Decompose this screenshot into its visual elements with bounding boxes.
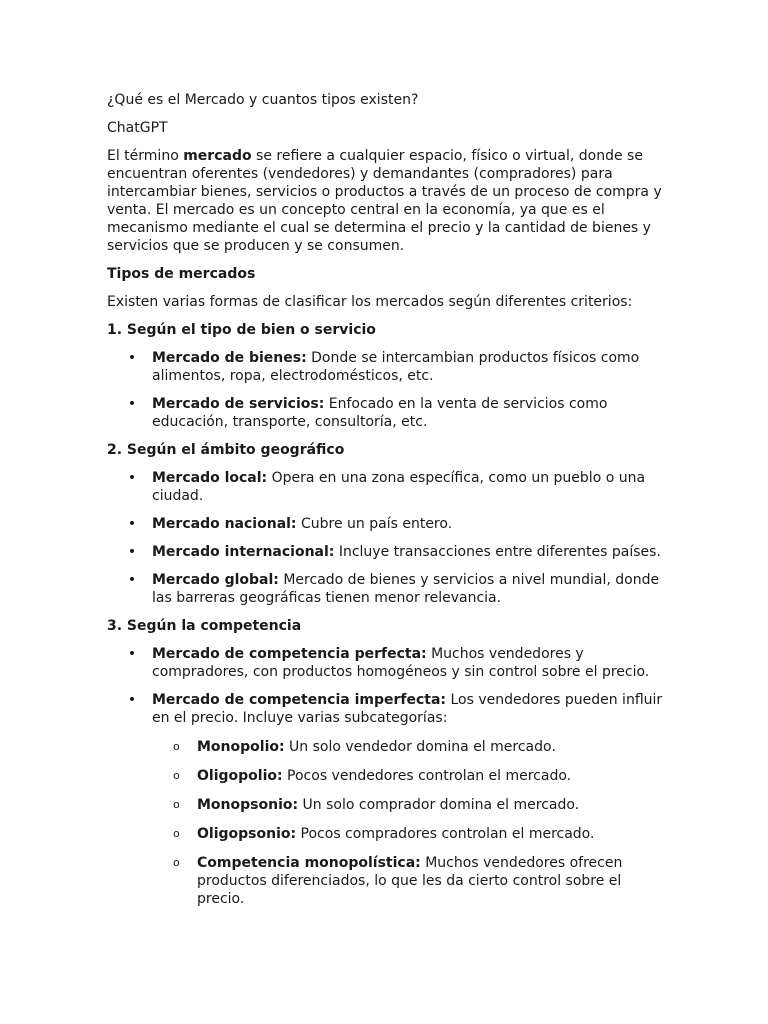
item-term: Mercado internacional: bbox=[152, 544, 335, 560]
intro-pre: El término bbox=[107, 148, 184, 164]
sublist-item bbox=[152, 767, 667, 785]
list-item bbox=[107, 543, 667, 561]
sublist-item bbox=[152, 738, 667, 756]
section-list bbox=[107, 645, 667, 908]
item-term: Mercado global: bbox=[152, 572, 279, 588]
section-title: 1. Según el tipo de bien o servicio bbox=[107, 322, 376, 338]
list-item bbox=[107, 515, 667, 533]
subitem-term: Oligopolio: bbox=[197, 768, 283, 784]
subitem-text: Un solo vendedor domina el mercado. bbox=[284, 739, 556, 755]
bullet-icon: • bbox=[127, 572, 137, 588]
sub-bullet-icon: o bbox=[173, 798, 180, 811]
list-item bbox=[107, 469, 667, 505]
intro-term: mercado bbox=[183, 148, 252, 164]
types-lead: Existen varias formas de clasificar los mercados según diferentes criterios: bbox=[107, 294, 633, 310]
sublist-item bbox=[152, 796, 667, 814]
sub-bullet-icon: o bbox=[173, 856, 180, 869]
subitem-text: Pocos vendedores controlan el mercado. bbox=[282, 768, 572, 784]
question-text: ¿Qué es el Mercado y cuantos tipos existen? bbox=[107, 92, 419, 108]
section-list bbox=[107, 349, 667, 431]
sublist bbox=[152, 738, 667, 908]
item-text: Muchos vendedores y compradores, con productos homogéneos y sin control sobre el precio. bbox=[152, 646, 650, 680]
list-item bbox=[107, 395, 667, 431]
sub-bullet-icon: o bbox=[173, 827, 180, 840]
item-text: Cubre un país entero. bbox=[296, 516, 453, 532]
intro-paragraph bbox=[107, 147, 667, 255]
item-text: Donde se intercambian productos físicos como alimentos, ropa, electrodomésticos, etc. bbox=[152, 350, 640, 384]
author-label: ChatGPT bbox=[107, 120, 168, 136]
bullet-icon: • bbox=[127, 516, 137, 532]
item-term: Mercado local: bbox=[152, 470, 268, 486]
item-term: Mercado de competencia perfecta: bbox=[152, 646, 427, 662]
list-item bbox=[107, 645, 667, 681]
list-item bbox=[107, 349, 667, 385]
bullet-icon: • bbox=[127, 470, 137, 486]
subitem-term: Monopsonio: bbox=[197, 797, 299, 813]
bullet-icon: • bbox=[127, 350, 137, 366]
types-heading: Tipos de mercados bbox=[107, 266, 256, 282]
item-term: Mercado nacional: bbox=[152, 516, 297, 532]
item-text: Mercado de bienes y servicios a nivel mundial, donde las barreras geográficas tienen menor relevancia. bbox=[152, 572, 660, 606]
section-title: 3. Según la competencia bbox=[107, 618, 302, 634]
bullet-icon: • bbox=[127, 692, 137, 708]
sublist-item bbox=[152, 854, 667, 908]
sub-bullet-icon: o bbox=[173, 769, 180, 782]
item-text: Opera en una zona específica, como un pueblo o una ciudad. bbox=[152, 470, 646, 504]
item-term: Mercado de competencia imperfecta: bbox=[152, 692, 447, 708]
list-item bbox=[107, 691, 667, 908]
item-text: Los vendedores pueden influir en el precio. Incluye varias subcategorías: bbox=[152, 692, 663, 726]
document-page bbox=[107, 90, 667, 919]
section-title: 2. Según el ámbito geográfico bbox=[107, 442, 345, 458]
sub-bullet-icon: o bbox=[173, 740, 180, 753]
item-text: Enfocado en la venta de servicios como educación, transporte, consultoría, etc. bbox=[152, 396, 608, 430]
intro-post: se refiere a cualquier espacio, físico o virtual, donde se encuentran oferentes (vendedores) y demandantes (compradores) para intercambiar bienes, servicios o productos a través de un proceso de compra y venta. El mercado es un concepto central en la economía, ya que es el mecanismo mediante el cual se determina el precio y la cantidad de bienes y servicios que se producen y se consumen. bbox=[107, 148, 662, 254]
subitem-term: Oligopsonio: bbox=[197, 826, 297, 842]
section-list bbox=[107, 469, 667, 607]
subitem-text: Muchos vendedores ofrecen productos diferenciados, lo que les da cierto control sobre el precio. bbox=[197, 855, 623, 907]
subitem-term: Competencia monopolística: bbox=[197, 855, 421, 871]
subitem-term: Monopolio: bbox=[197, 739, 285, 755]
item-text: Incluye transacciones entre diferentes países. bbox=[334, 544, 661, 560]
bullet-icon: • bbox=[127, 646, 137, 662]
sublist-item bbox=[152, 825, 667, 843]
list-item bbox=[107, 571, 667, 607]
item-term: Mercado de bienes: bbox=[152, 350, 307, 366]
subitem-text: Un solo comprador domina el mercado. bbox=[298, 797, 580, 813]
bullet-icon: • bbox=[127, 396, 137, 412]
subitem-text: Pocos compradores controlan el mercado. bbox=[296, 826, 595, 842]
bullet-icon: • bbox=[127, 544, 137, 560]
item-term: Mercado de servicios: bbox=[152, 396, 325, 412]
